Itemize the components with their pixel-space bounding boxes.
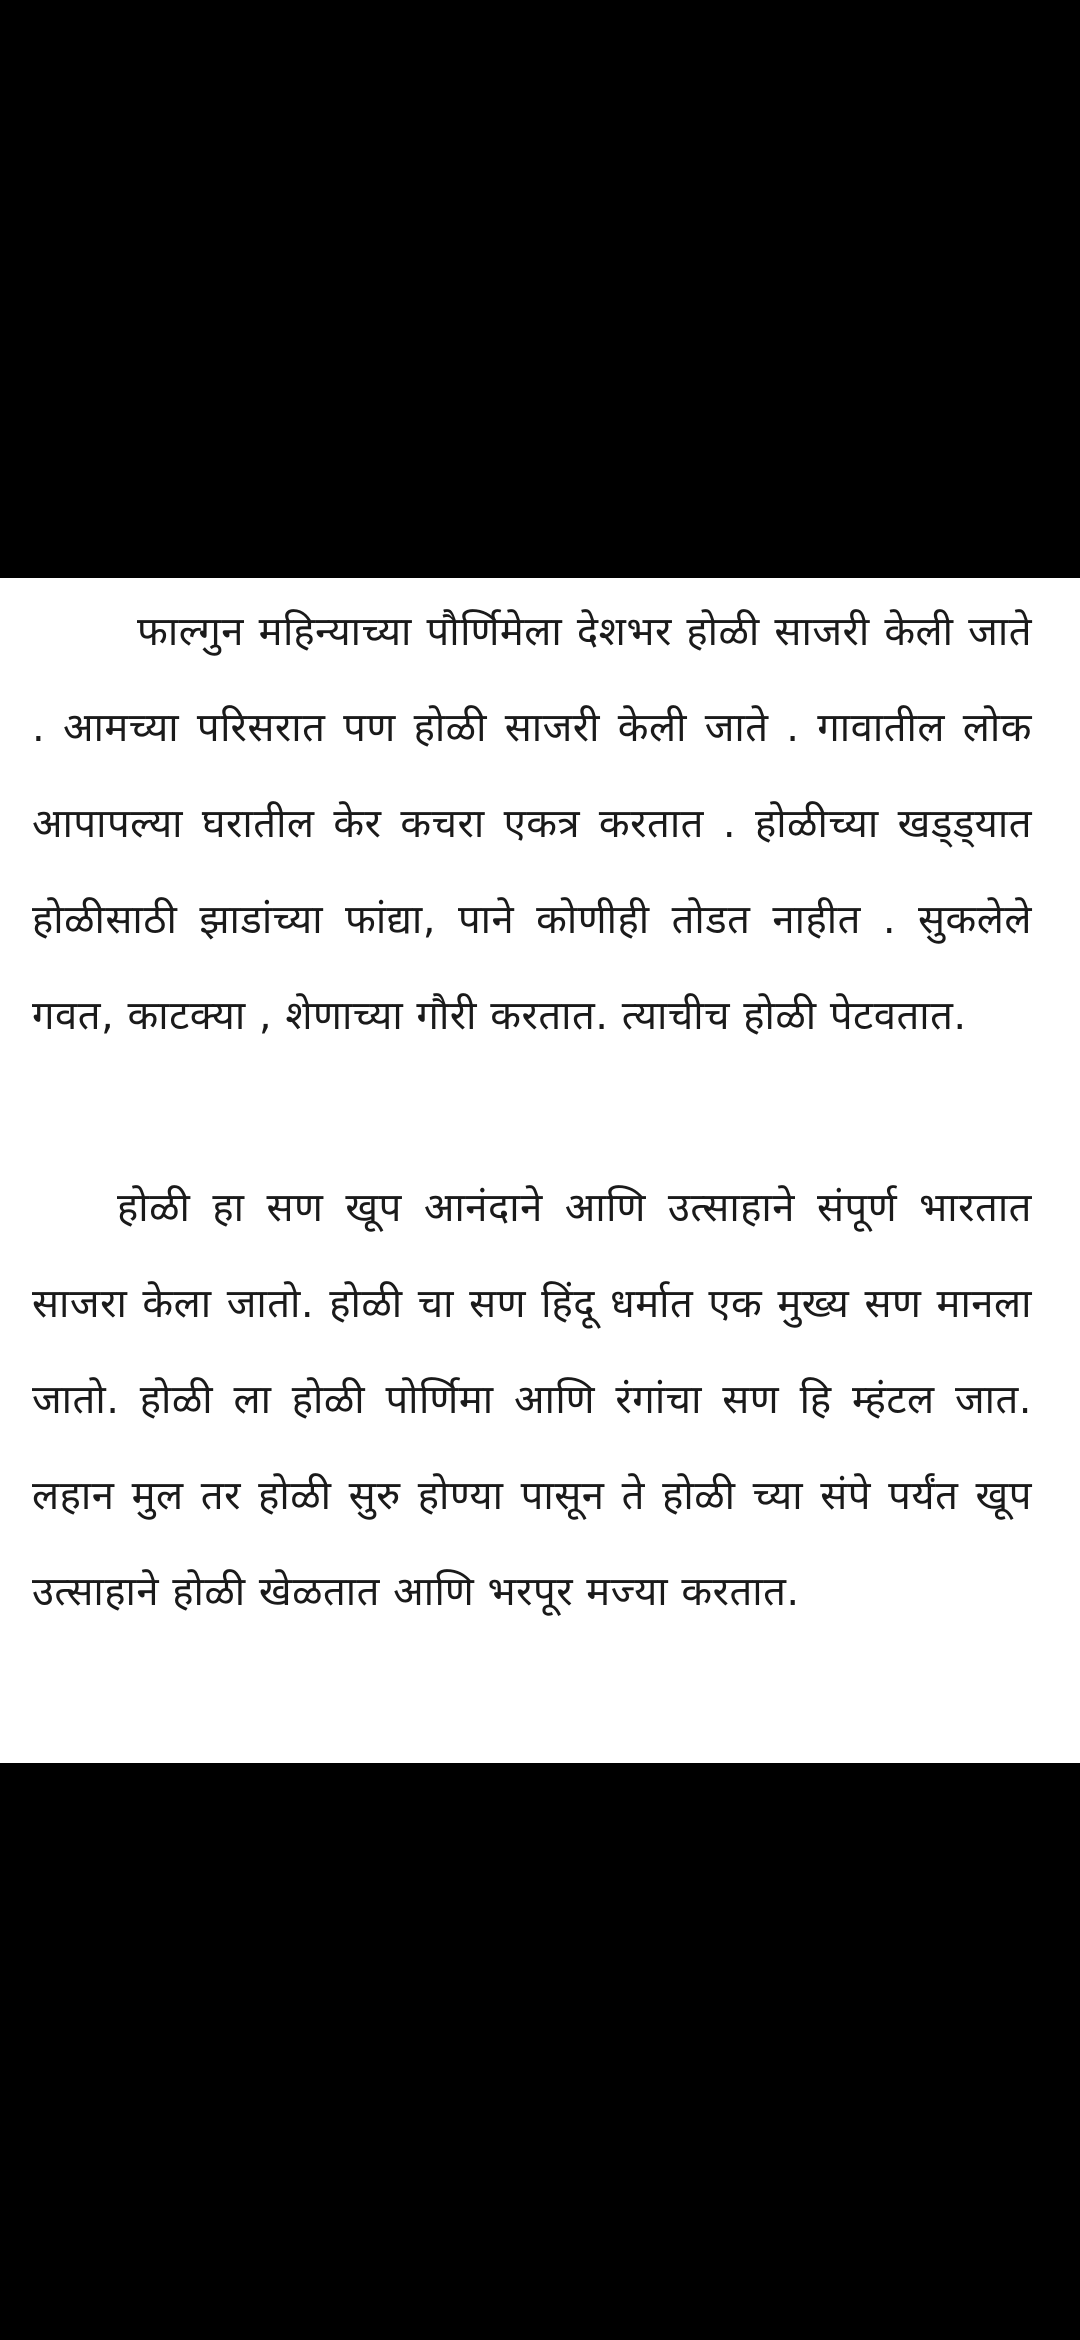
bottom-black-band [0,1763,1080,2340]
document-page [0,578,1080,1763]
top-black-band [0,0,1080,578]
paragraph-1: फाल्गुन महिन्याच्या पौर्णिमेला देशभर होळी साजरी केली जाते . आमच्या परिसरात पण होळी साजरी केली जाते . गावातील लोक आपापल्या घरातील केर कचरा एकत्र करतात . होळीच्या खड्ड्यात होळीसाठी झाडांच्या फांद्या, पाने कोणीही तोडत नाहीत . सुकलेले गवत, काटक्या , शेणाच्या गौरी करतात. त्याचीच होळी पेटवतात. [32,609,1032,1039]
paragraph-2: होळी हा सण खूप आनंदाने आणि उत्साहाने संपूर्ण भारतात साजरा केला जातो. होळी चा सण हिंदू धर्मात एक मुख्य सण मानला जातो. होळी ला होळी पोर्णिमा आणि रंगांचा सण हि म्हंटल जात. लहान मुल तर होळी सुरु होण्या पासून ते होळी च्या संपे पर्यंत खूप उत्साहाने होळी खेळतात आणि भरपूर मज्या करतात. [32,1185,1032,1615]
